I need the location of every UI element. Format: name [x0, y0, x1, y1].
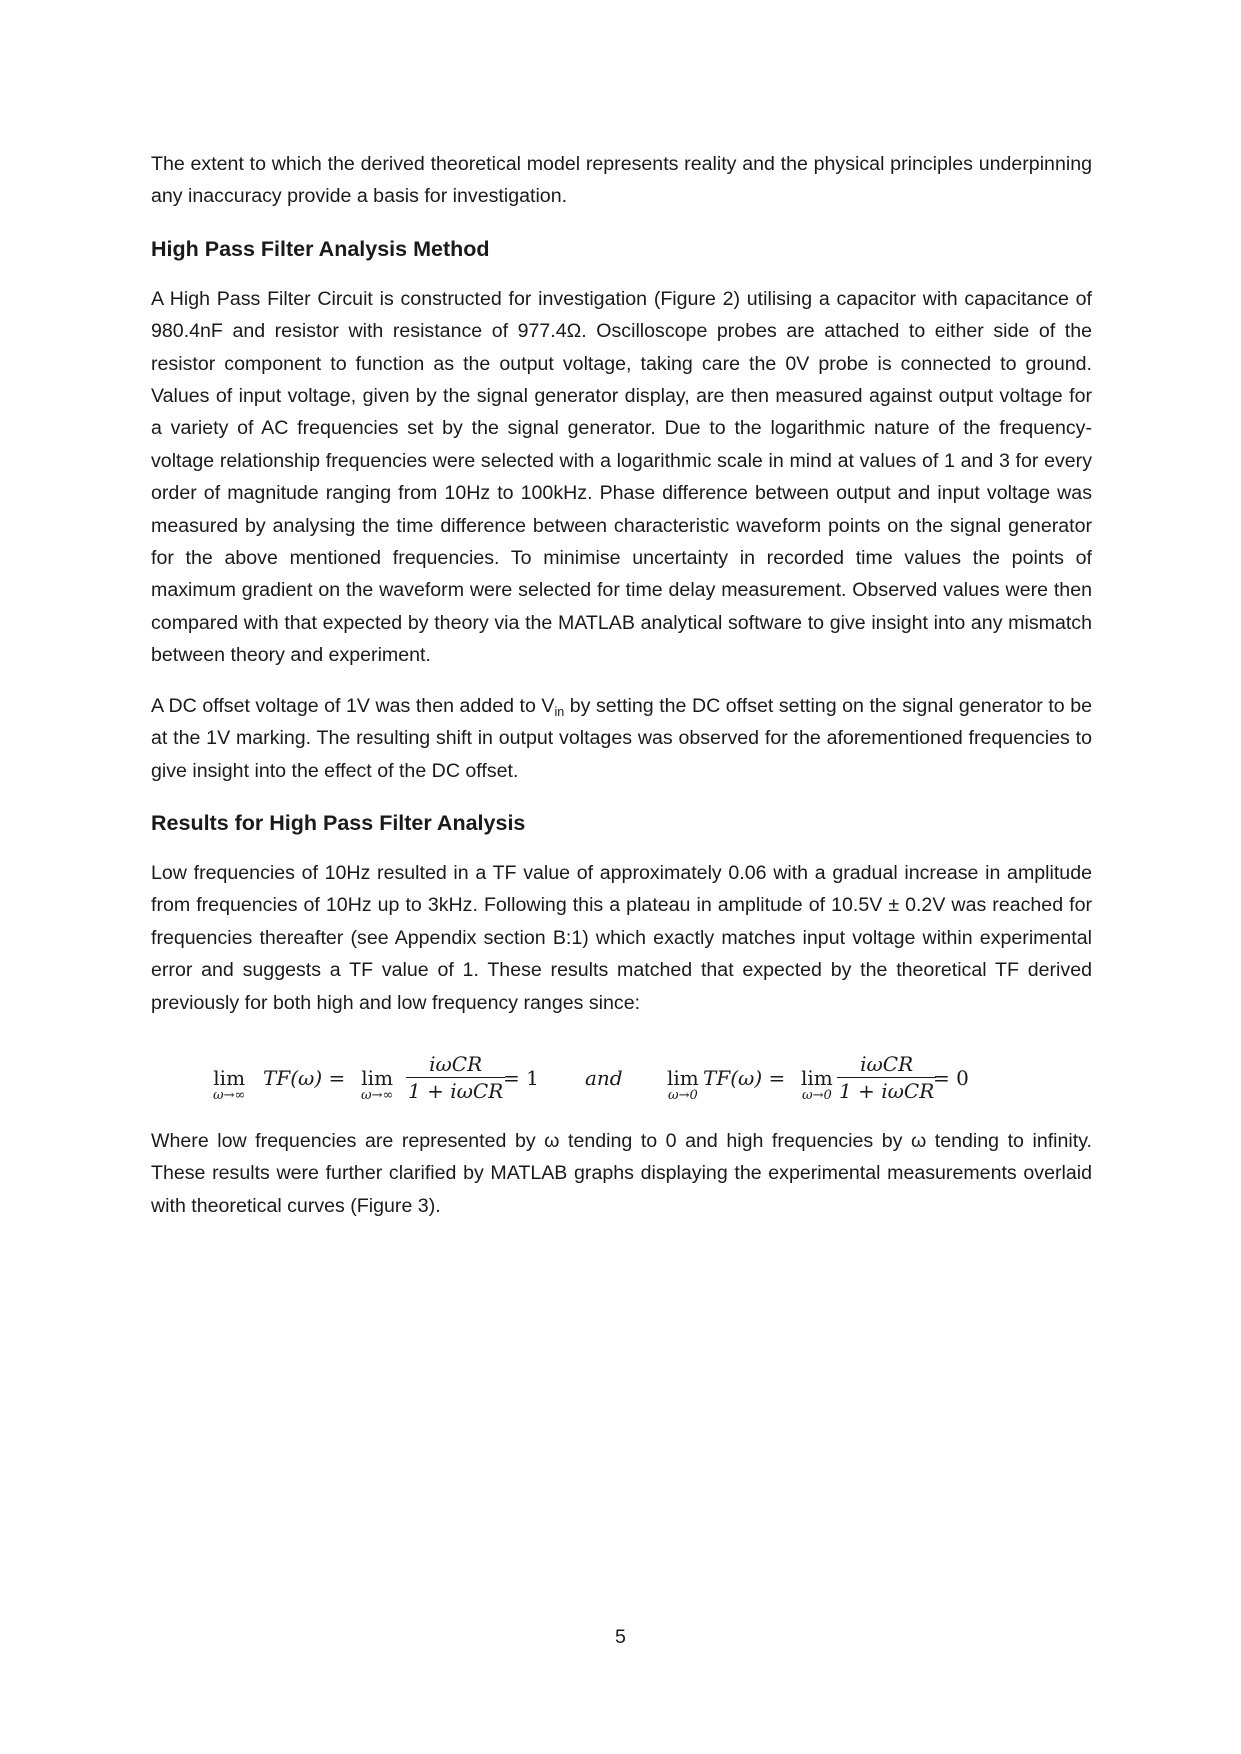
intro-paragraph: The extent to which the derived theoretical model represents reality and the physical principles underpinning any inaccuracy provide a basis for investigation. [151, 153, 1092, 208]
tf-high: TF(ω) = [263, 1065, 346, 1090]
lim-low-left: lim ω→0 [667, 1065, 699, 1103]
fraction-low: iωCR 1 + iωCR [839, 1051, 935, 1103]
and-word: and [585, 1065, 623, 1090]
fraction-high: iωCR 1 + iωCR [408, 1051, 504, 1103]
limit-equation [151, 1023, 1092, 1119]
tf-low: TF(ω) = [703, 1065, 786, 1090]
page-number: 5 [615, 1626, 626, 1648]
method-paragraph-2-end: by setting the DC offset setting on the signal generator to be at the 1V marking. The resulting shift in output voltages was observed for the aforementioned frequencies to give insight into the effect of the DC offset. [151, 694, 1092, 782]
results-paragraph-2: Where low frequencies are represented by ω tending to 0 and high frequencies by ω tending to infinity. These results were further clarified by MATLAB graphs displaying the experimental measurements overlaid with theoretical curves (Figure 3). [151, 1129, 1092, 1217]
method-paragraph-2 [151, 690, 1092, 787]
lim-high-right: lim ω→∞ [361, 1065, 394, 1103]
lim-high-left: lim ω→∞ [213, 1065, 246, 1103]
method-heading: High Pass Filter Analysis Method [151, 236, 490, 261]
page-content [151, 148, 1092, 1222]
method-paragraph-1: A High Pass Filter Circuit is constructed for investigation (Figure 2) utilising a capacitor with capacitance of 980.4nF and resistor with resistance of 977.4Ω. Oscilloscope probes are attached to either side of the resistor component to function as the output voltage, taking care the 0V probe is connected to ground. Values of input voltage, given by the signal generator display, are then measured against output voltage for a variety of AC frequencies set by the signal generator. Due to the logarithmic nature of the frequency-voltage relationship frequencies were selected with a logarithmic scale in mind at values of 1 and 3 for every order of magnitude ranging from 10Hz to 100kHz. Phase difference between output and input voltage was measured by analysing the time difference between characteristic waveform points on the signal generator for the above mentioned frequencies. To minimise uncertainty in recorded time values the points of maximum gradient on the waveform were selected for time delay measurement. Observed values were then compared with that expected by theory via the MATLAB analytical software to give insight into any mismatch between theory and experiment. [151, 287, 1092, 667]
results-paragraph-1: Low frequencies of 10Hz resulted in a TF value of approximately 0.06 with a gradual increase in amplitude from frequencies of 10Hz up to 3kHz. Following this a plateau in amplitude of 10.5V ± 0.2V was reached for frequencies thereafter (see Appendix section B:1) which exactly matches input voltage within experimental error and suggests a TF value of 1. These results matched that expected by the theoretical TF derived previously for both high and low frequency ranges since: [151, 861, 1092, 1014]
method-paragraph-2-start: A DC offset voltage of 1V was then added to V [151, 694, 555, 717]
vin-subscript: in [554, 704, 565, 719]
result-low: = 0 [933, 1065, 969, 1090]
results-heading: Results for High Pass Filter Analysis [151, 810, 526, 835]
lim-low-right: lim ω→0 [801, 1065, 833, 1103]
result-high: = 1 [503, 1065, 539, 1090]
